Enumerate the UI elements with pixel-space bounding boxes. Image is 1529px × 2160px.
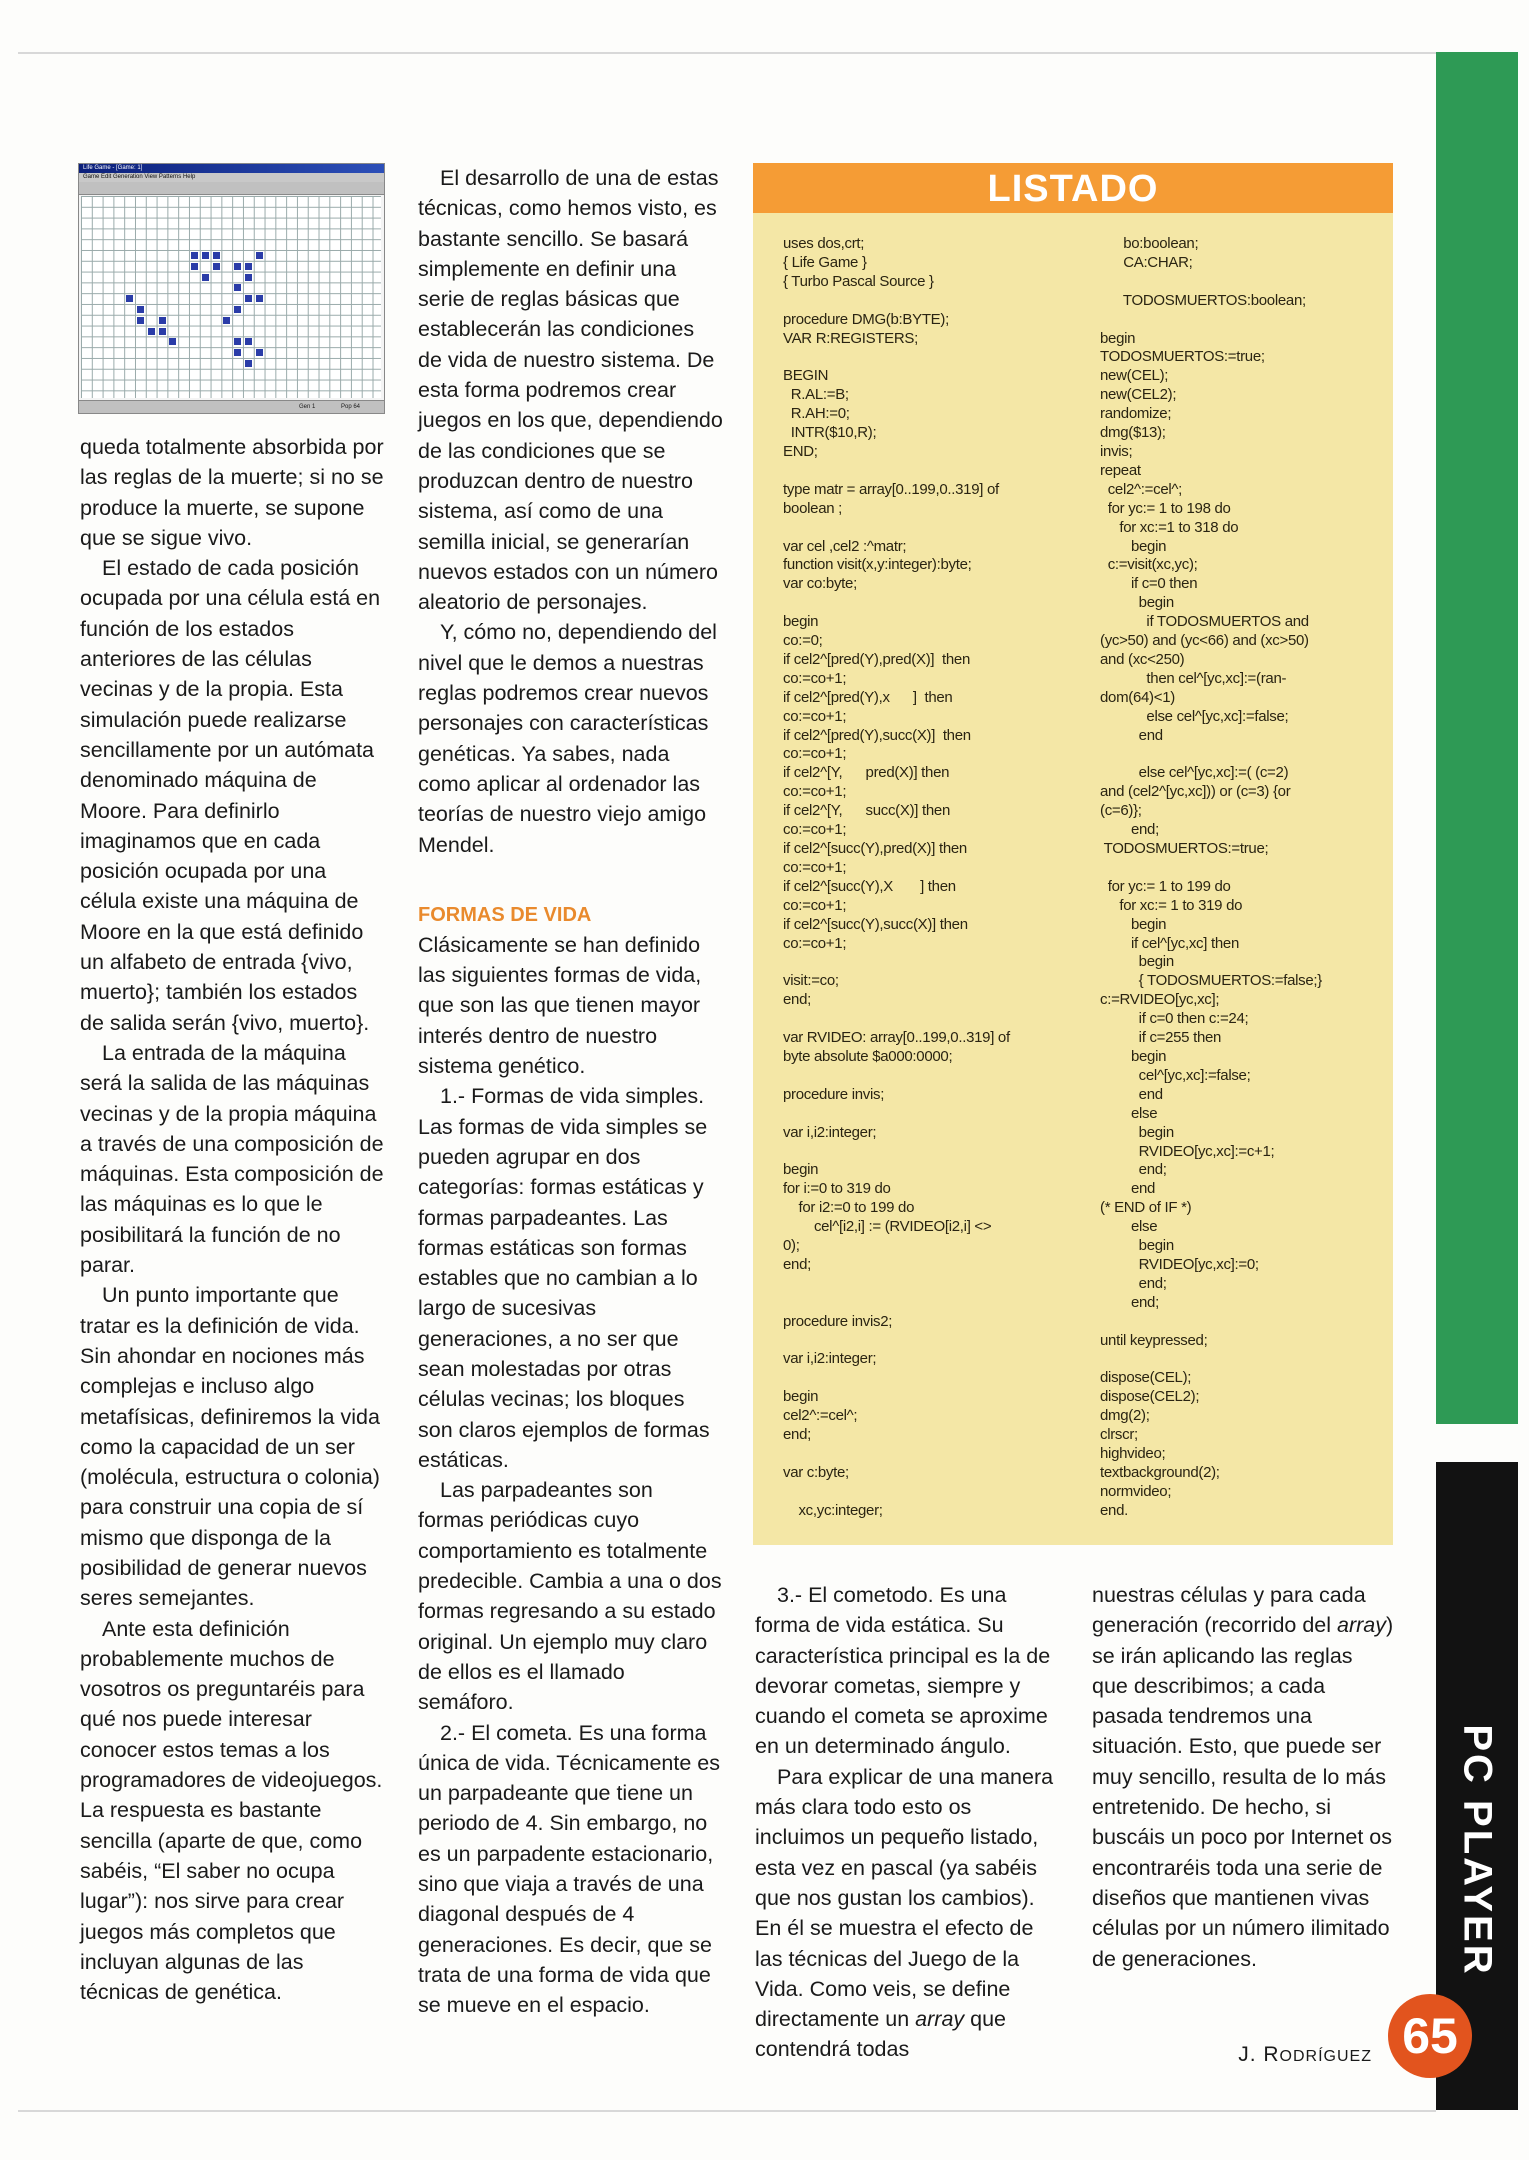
page-number-badge: 65 [1388, 1994, 1472, 2078]
code-listing-right: bo:boolean; CA:CHAR; TODOSMUERTOS:boolean; begin TODOSMUERTOS:=true; new(CEL); new(CEL2); randomize; dmg($13); invis; repeat cel2^:=cel^; for yc:= 1 to 198 do for xc:=1 to 318 do begin c:=visit(xc,yc); if c=0 then begin if TODOSMUERTOS and (yc>50) and (yc<66) and (xc>50) and (xc<250) then cel^[yc,xc]:=(ran- dom(64)<1) else cel^[yc,xc]:=false; end else cel^[yc,xc]:=( (c=2) and (cel2^[yc,xc])) or (c=3) {or (c=6)}; end; TODOSMUERTOS:=true; for yc:= 1 to 199 do for xc:= 1 to 319 do begin if cel^[yc,xc] then begin { TODOSMUERTOS:=false;} c:=RVIDEO[yc,xc]; if c=0 then c:=24; if c=255 then begin cel^[yc,xc]:=false; end else begin RVIDEO[yc,xc]:=c+1; end; end (* END of IF *) else begin RVIDEO[yc,xc]:=0; end; end; until keypressed; dispose(CEL); dispose(CEL2); dmg(2); clrscr; highvideo; textbackground(2); normvideo; end. [1100, 235, 1322, 1519]
author-surname: ODRÍGUEZ [1279, 2048, 1372, 2065]
life-cell [245, 263, 252, 270]
paragraph: queda totalmente absorbida por las reglas de la muerte; si no se produce la muerte, se supone que se sigue vivo. [80, 435, 384, 550]
life-cell [256, 295, 263, 302]
life-cell [137, 317, 144, 324]
section-label-text: PC PLAYER [1455, 1723, 1500, 1977]
life-game-screenshot [78, 163, 385, 414]
paragraph [755, 1762, 1060, 2065]
paragraph [1092, 1580, 1394, 1974]
life-cell [234, 349, 241, 356]
listing-title: LISTADO [753, 163, 1393, 213]
paragraph: Y, cómo no, dependiendo del nivel que le demos a nuestras reglas podremos crear nuevos personajes con características genéticas. Ya sabes, nada como aplicar al ordenador las teorías de nuestro viejo amigo Mendel. [418, 620, 717, 857]
paragraph: El desarrollo de una de estas técnicas, como hemos visto, es bastante sencillo. Se basará simplemente en definir una serie de reglas básicas que establecerán las condiciones de vida de nuestro sistema. De esta forma podremos crear juegos en los que, dependiendo de las condiciones que se produzcan dentro de nuestro sistema, así como de una semilla inicial, se generarían nuevos estados con un número aleatorio de personajes. [418, 166, 723, 615]
article-column-1 [80, 432, 385, 2007]
screenshot-menubar: Game Edit Generation View Patterns Help [79, 173, 384, 182]
text-run: ) se irán aplicando las reglas que describimos; a cada pasada tendremos una situación. Esto, que puede ser muy sencillo, resulta de lo más entretenido. De hecho, si buscáis un poco por Internet os encontraréis toda una serie de diseños que mantienen vivas células por un número ilimitado de generaciones. [1092, 1613, 1394, 1971]
life-cell [234, 263, 241, 270]
paragraph: El estado de cada posición ocupada por una célula está en función de los estados anteriores de las células vecinas y de la propia. Esta simulación puede realizarse sencillamente por un autómata denominado máquina de Moore. Para definirlo imaginamos que en cada posición ocupada por una célula existe una máquina de Moore en la que está definido un alfabeto de entrada {vivo, muerto}; también los estados de salida serán {vivo, muerto}. [80, 556, 381, 1035]
paragraph: Clásicamente se han definido las siguientes formas de vida, que son las que tienen mayor interés dentro de nuestro sistema genético. [418, 932, 702, 1079]
screenshot-titlebar: Life Game - [Game: 1] [79, 164, 384, 173]
life-cell [169, 338, 176, 345]
side-color-bar [1436, 52, 1518, 1424]
life-cell [202, 252, 209, 259]
life-cell [223, 317, 230, 324]
life-cell [256, 252, 263, 259]
life-cell [159, 328, 166, 335]
paragraph: Un punto importante que tratar es la definición de vida. Sin ahondar en nociones más complejas e incluso algo metafísicas, definiremos la vida como la capacidad de un ser (molécula, estructura o colonia) para construir una copia de sí mismo que disponga de la posibilidad de generar nuevos seres semejantes. [80, 1283, 380, 1611]
section-heading-formas-de-vida: FORMAS DE VIDA [418, 903, 592, 926]
author-initial: J. R [1238, 2043, 1280, 2066]
paragraph: 1.- Formas de vida simples. Las formas de vida simples se pueden agrupar en dos categorías: formas estáticas y formas parpadeantes. Las formas estáticas son formas estables que no cambian a lo largo de sucesivas generaciones, a no ser que sean molestadas por otras células vecinas; los bloques son claros ejemplos de formas estáticas. [418, 1084, 710, 1472]
text-run: Para explicar de una manera más clara todo esto os incluimos un pequeño listado, esta vez en pascal (ya sabéis que nos gustan los cambios). En él se muestra el efecto de las técnicas del Juego de la Vida. Como veis, se define directamente un [755, 1764, 1054, 2032]
life-cell [234, 284, 241, 291]
paragraph: 2.- El cometa. Es una forma única de vida. Técnicamente es un parpadeante que tiene un periodo de 4. Sin embargo, no es un parpadente estacionario, sino que viaja a través de una diagonal después de 4 generaciones. Es decir, que se trata de una forma de vida que se mueve en el espacio. [418, 1720, 720, 2018]
life-cell [191, 263, 198, 270]
status-population: Pop 64 [341, 404, 361, 410]
life-cell [137, 306, 144, 313]
paragraph: 3.- El cometodo. Es una forma de vida estática. Su característica principal es la de devorar cometas, siempre y cuando el cometa se aproxime en un determinado ángulo. [755, 1583, 1051, 1759]
author-credit [1200, 2040, 1372, 2072]
text-run: que contendrá todas [755, 2007, 1007, 2062]
life-grid [81, 196, 381, 398]
italic-term: array [915, 2007, 965, 2032]
page-bottom-edge [18, 2110, 1436, 2112]
paragraph: Las parpadeantes son formas periódicas cuyo comportamiento es totalmente predecible. Cambia a una o dos formas regresando a su estado original. Un ejemplo muy claro de ellos es el llamado semáforo. [418, 1478, 722, 1715]
life-cell [245, 360, 252, 367]
paragraph: La entrada de la máquina será la salida de las máquinas vecinas y de la propia máquina a través de una composición de máquinas. Esta composición de las máquinas es lo que le posibilitará la función de no parar. [80, 1040, 384, 1278]
page-top-edge [18, 52, 1436, 54]
life-cell [234, 338, 241, 345]
life-cell [191, 252, 198, 259]
text-run: nuestras células y para cada generación (recorrido del [1092, 1583, 1366, 1638]
section-label [1436, 1700, 1518, 2000]
code-listing-left: uses dos,crt; { Life Game } { Turbo Pascal Source } procedure DMG(b:BYTE); VAR R:REGISTERS; BEGIN R.AL:=B; R.AH:=0; INTR($10,R); END; type matr = array[0..199,0..319] of boolean ; var cel ,cel2 :^matr; function visit(x,y:integer):byte; var co:byte; begin co:=0; if cel2^[pred(Y),pred(X)] then co:=co+1; if cel2^[pred(Y),x ] then co:=co+1; if cel2^[pred(Y),succ(X)] then co:=co+1; if cel2^[Y, pred(X)] then co:=co+1; if cel2^[Y, succ(X)] then co:=co+1; if cel2^[succ(Y),pred(X)] then co:=co+1; if cel2^[succ(Y),X ] then co:=co+1; if cel2^[succ(Y),succ(X)] then co:=co+1; visit:=co; end; var RVIDEO: array[0..199,0..319] of byte absolute $a000:0000; procedure invis; var i,i2:integer; begin for i:=0 to 319 do for i2:=0 to 199 do cel^[i2,i] := (RVIDEO[i2,i] <> 0); end; procedure invis2; var i,i2:integer; begin cel2^:=cel^; end; var c:byte; xc,yc:integer; [783, 235, 1010, 1519]
paragraph: Ante esta definición probablemente muchos de vosotros os preguntaréis para qué nos puede interesar conocer estos temas a los programadores de videojuegos. La respuesta es bastante sencilla (aparte de que, como sabéis, “El saber no ocupa lugar”): nos sirve para crear juegos más completos que incluyan algunas de las técnicas de genética. [80, 1616, 383, 2005]
life-cell [126, 295, 133, 302]
life-cell [245, 274, 252, 281]
code-listing-box [753, 163, 1393, 1545]
life-cell [213, 263, 220, 270]
life-cell [256, 349, 263, 356]
screenshot-statusbar [79, 400, 384, 413]
article-column-3 [755, 1580, 1060, 2065]
life-cell [159, 317, 166, 324]
life-cell [213, 252, 220, 259]
life-cell [202, 274, 209, 281]
article-column-4 [1092, 1580, 1394, 1974]
life-cell [148, 328, 155, 335]
italic-term: array [1337, 1613, 1386, 1638]
life-cell [245, 338, 252, 345]
life-cell [245, 295, 252, 302]
status-generation: Gen 1 [299, 404, 316, 410]
article-column-2 [418, 163, 723, 2021]
screenshot-toolbar [79, 182, 384, 195]
life-cell [234, 306, 241, 313]
